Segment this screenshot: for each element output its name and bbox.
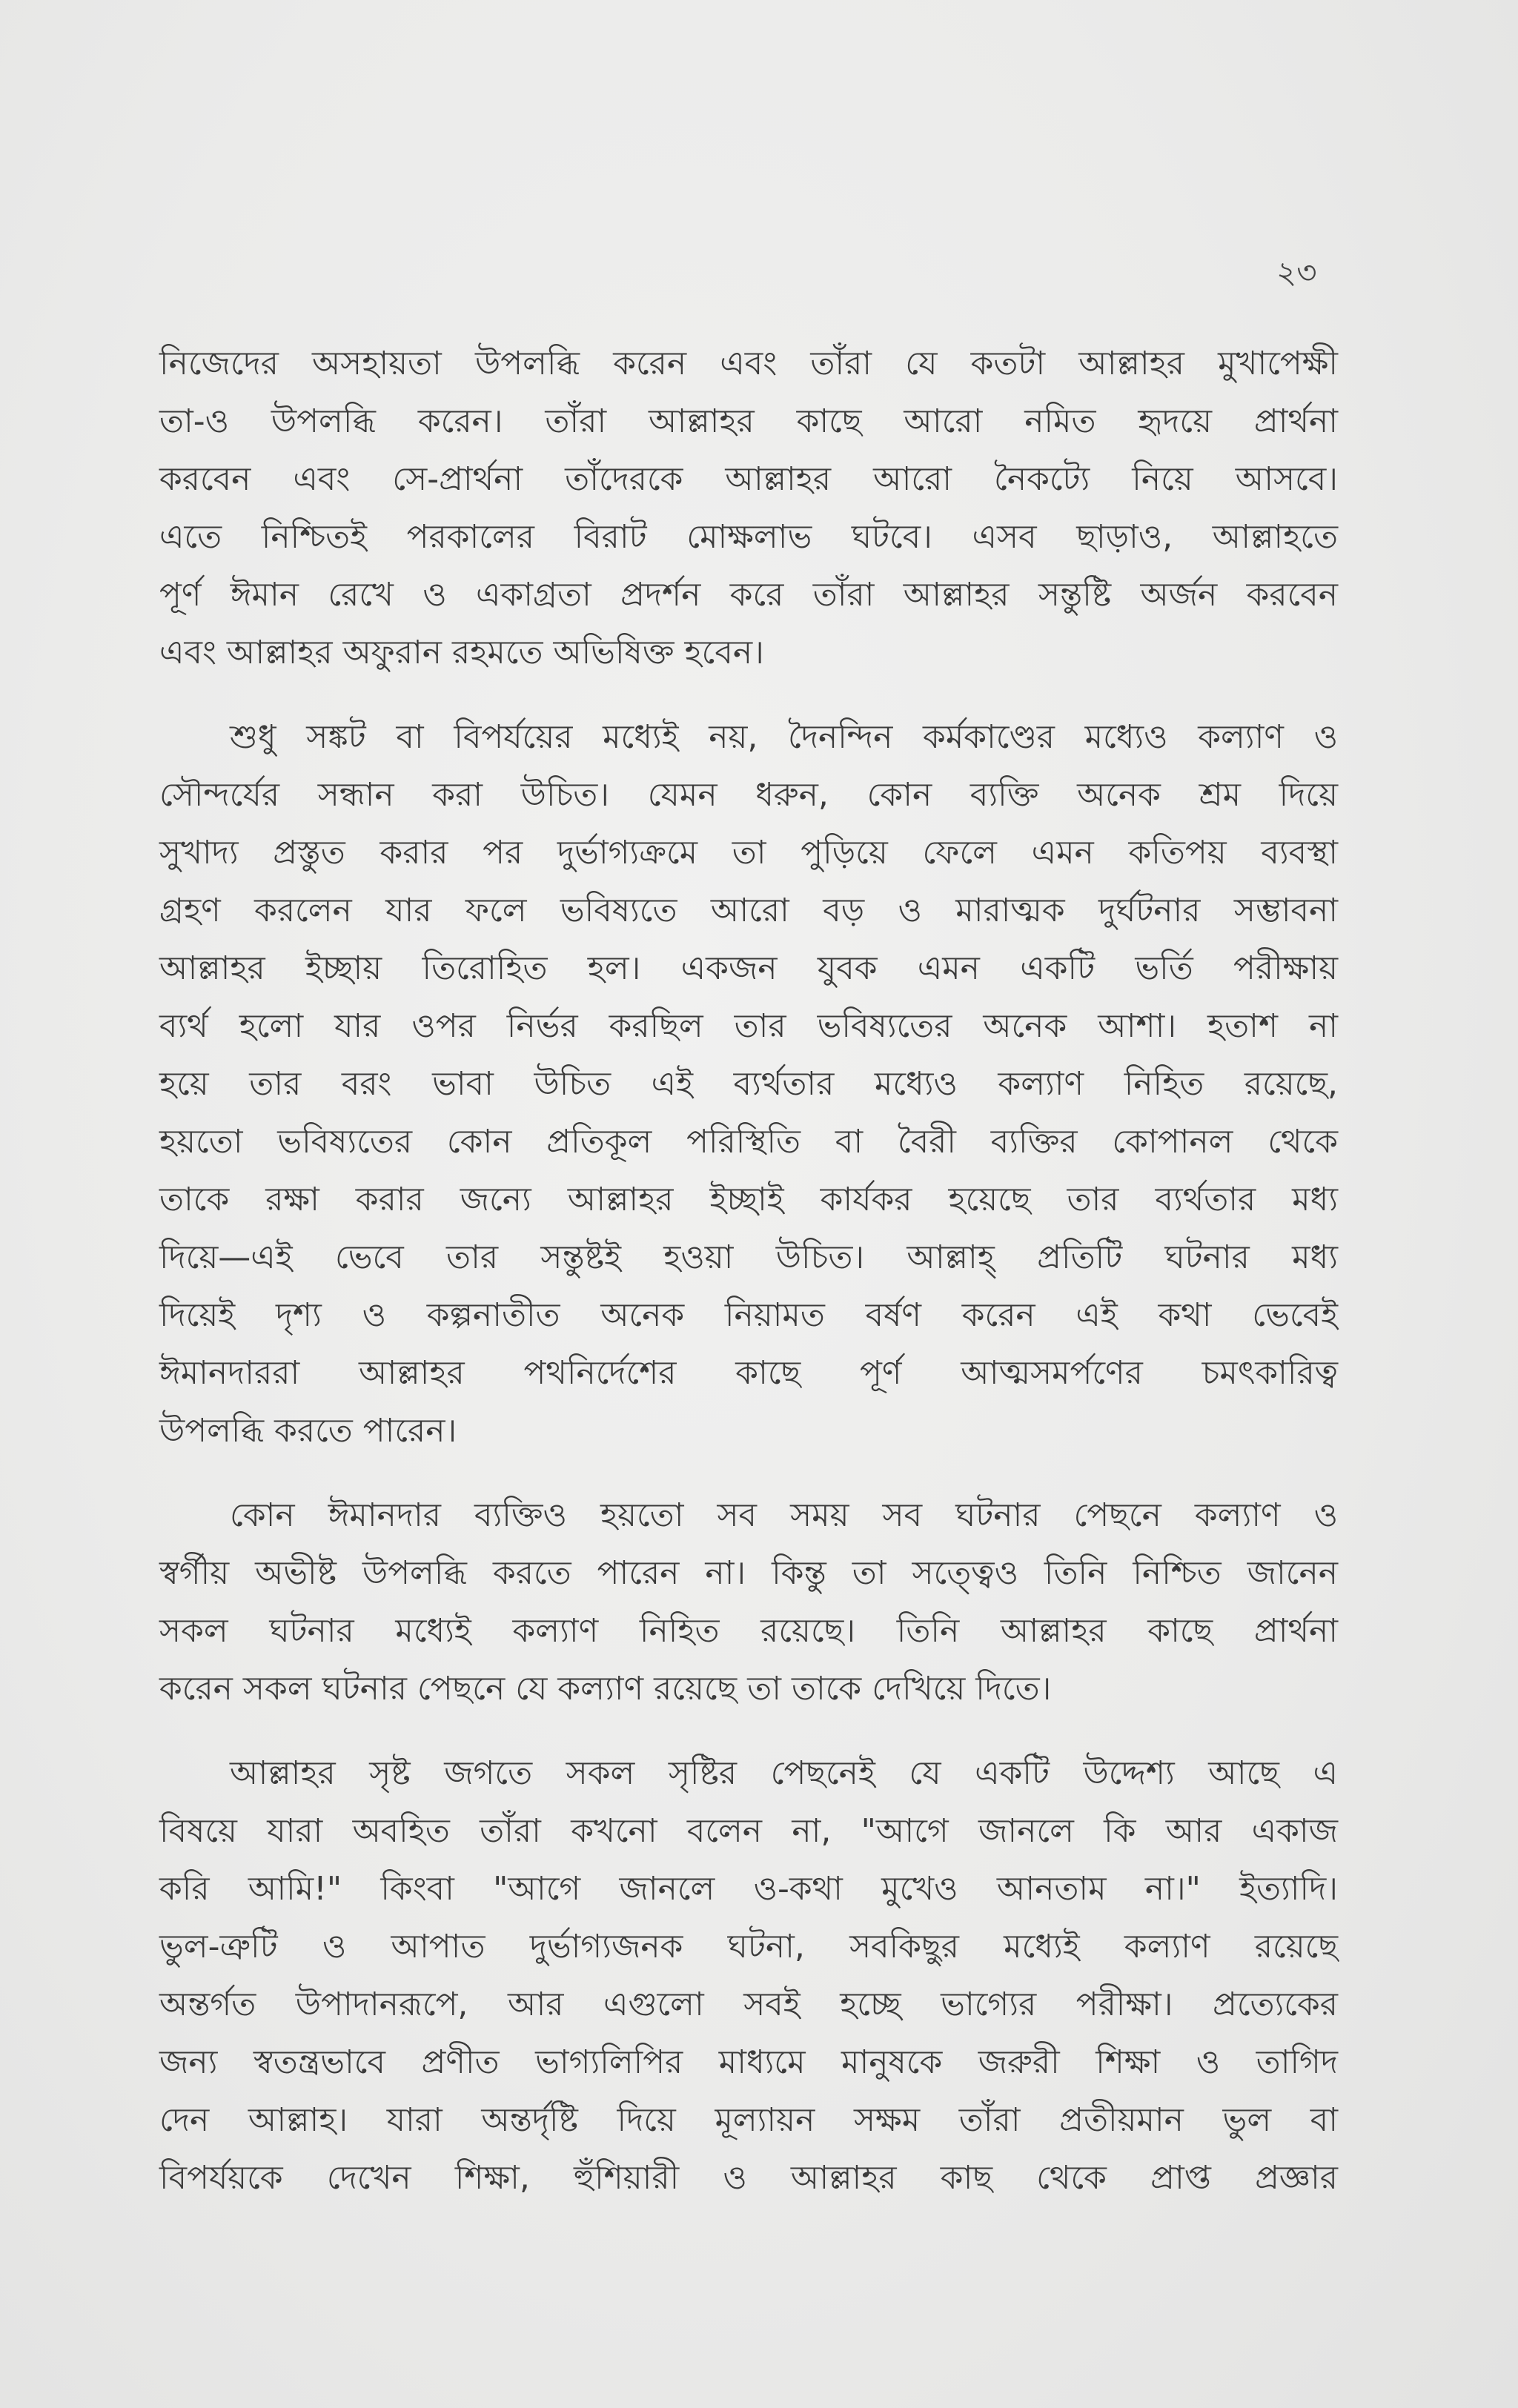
text-line: সুখাদ্য প্রস্তুত করার পর দুর্ভাগ্যক্রমে তা পুড়িয়ে ফেলে এমন কতিপয় ব্যবস্থা: [159, 834, 1338, 872]
paragraph: [159, 335, 1338, 682]
text-line: পূর্ণ ঈমান রেখে ও একাগ্রতা প্রদর্শন করে তাঁরা আল্লাহর সন্তুষ্টি অর্জন করবেন: [159, 576, 1338, 614]
text-line: ভুল-ত্রুটি ও আপাত দুর্ভাগ্যজনক ঘটনা, সবকিছুর মধ্যেই কল্যাণ রয়েছে: [159, 1928, 1338, 1966]
text-line: হয়তো ভবিষ্যতের কোন প্রতিকূল পরিস্থিতি বা বৈরী ব্যক্তির কোপানল থেকে: [159, 1123, 1338, 1161]
text-line: সৌন্দর্যের সন্ধান করা উচিত। যেমন ধরুন, কোন ব্যক্তি অনেক শ্রম দিয়ে: [159, 776, 1338, 814]
text-line: দিয়েই দৃশ্য ও কল্পনাতীত অনেক নিয়ামত বর্ষণ করেন এই কথা ভেবেই: [159, 1296, 1338, 1334]
paragraph: [159, 1487, 1338, 1718]
text-line: তা-ও উপলব্ধি করেন। তাঁরা আল্লাহর কাছে আরো নমিত হৃদয়ে প্রার্থনা: [159, 402, 1338, 440]
text-line: এতে নিশ্চিতই পরকালের বিরাট মোক্ষলাভ ঘটবে। এসব ছাড়াও, আল্লাহতে: [159, 518, 1338, 556]
paragraph: [159, 709, 1338, 1460]
text-line: সকল ঘটনার মধ্যেই কল্যাণ নিহিত রয়েছে। তিনি আল্লাহর কাছে প্রার্থনা: [159, 1612, 1338, 1650]
text-line: এবং আল্লাহর অফুরান রহমতে অভিষিক্ত হবেন।: [159, 634, 764, 671]
text-line: উপলব্ধি করতে পারেন।: [159, 1412, 457, 1450]
text-line: জন্য স্বতন্ত্রভাবে প্রণীত ভাগ্যলিপির মাধ্যমে মানুষকে জরুরী শিক্ষা ও তাগিদ: [159, 2043, 1338, 2081]
text-line: নিজেদের অসহায়তা উপলব্ধি করেন এবং তাঁরা যে কতটা আল্লাহর মুখাপেক্ষী: [159, 345, 1338, 382]
text-line: ব্যর্থ হলো যার ওপর নির্ভর করছিল তার ভবিষ্যতের অনেক আশা। হতাশ না: [159, 1007, 1338, 1045]
page-number: ২৩: [1276, 254, 1317, 291]
text-line: আল্লাহর সৃষ্ট জগতে সকল সৃষ্টির পেছনেই যে একটি উদ্দেশ্য আছে এ: [230, 1754, 1338, 1792]
text-line: অন্তর্গত উপাদানরূপে, আর এগুলো সবই হচ্ছে ভাগ্যের পরীক্ষা। প্রত্যেকের: [159, 1986, 1338, 2023]
text-line: আল্লাহর ইচ্ছায় তিরোহিত হল। একজন যুবক এমন একটি ভর্তি পরীক্ষায়: [159, 949, 1338, 987]
text-line: দেন আল্লাহ। যারা অন্তর্দৃষ্টি দিয়ে মূল্যায়ন সক্ষম তাঁরা প্রতীয়মান ভুল বা: [159, 2101, 1338, 2139]
text-line: করবেন এবং সে-প্রার্থনা তাঁদেরকে আল্লাহর আরো নৈকট্যে নিয়ে আসবে।: [159, 460, 1338, 498]
text-line: স্বর্গীয় অভীষ্ট উপলব্ধি করতে পারেন না। কিন্তু তা সত্ত্বেও তিনি নিশ্চিত জানেন: [159, 1554, 1338, 1592]
text-line: শুধু সঙ্কট বা বিপর্যয়ের মধ্যেই নয়, দৈনন্দিন কর্মকাণ্ডের মধ্যেও কল্যাণ ও: [230, 718, 1338, 756]
text-line: তাকে রক্ষা করার জন্যে আল্লাহর ইচ্ছাই কার্যকর হয়েছে তার ব্যর্থতার মধ্য: [159, 1181, 1338, 1218]
text-line: বিপর্যয়কে দেখেন শিক্ষা, হুঁশিয়ারী ও আল্লাহর কাছ থেকে প্রাপ্ত প্রজ্ঞার: [159, 2159, 1338, 2197]
text-line: গ্রহণ করলেন যার ফলে ভবিষ্যতে আরো বড় ও মারাত্মক দুর্ঘটনার সম্ভাবনা: [159, 892, 1338, 929]
text-line: বিষয়ে যারা অবহিত তাঁরা কখনো বলেন না, "আগে জানলে কি আর একাজ: [159, 1812, 1338, 1850]
text-line: দিয়ে—এই ভেবে তার সন্তুষ্টই হওয়া উচিত। আল্লাহ্ প্রতিটি ঘটনার মধ্য: [159, 1238, 1338, 1276]
text-line: হয়ে তার বরং ভাবা উচিত এই ব্যর্থতার মধ্যেও কল্যাণ নিহিত রয়েছে,: [159, 1065, 1338, 1103]
text-line: করি আমি!" কিংবা "আগে জানলে ও-কথা মুখেও আনতাম না।" ইত্যাদি।: [159, 1870, 1338, 1908]
paragraph: [159, 1745, 1338, 2207]
text-line: কোন ঈমানদার ব্যক্তিও হয়তো সব সময় সব ঘটনার পেছনে কল্যাণ ও: [230, 1496, 1338, 1534]
text-line: ঈমানদাররা আল্লাহর পথনির্দেশের কাছে পূর্ণ আত্মসমর্পণের চমৎকারিত্ব: [159, 1354, 1338, 1392]
body-text: [159, 335, 1338, 2234]
text-line: করেন সকল ঘটনার পেছনে যে কল্যাণ রয়েছে তা তাকে দেখিয়ে দিতে।: [159, 1670, 1052, 1708]
